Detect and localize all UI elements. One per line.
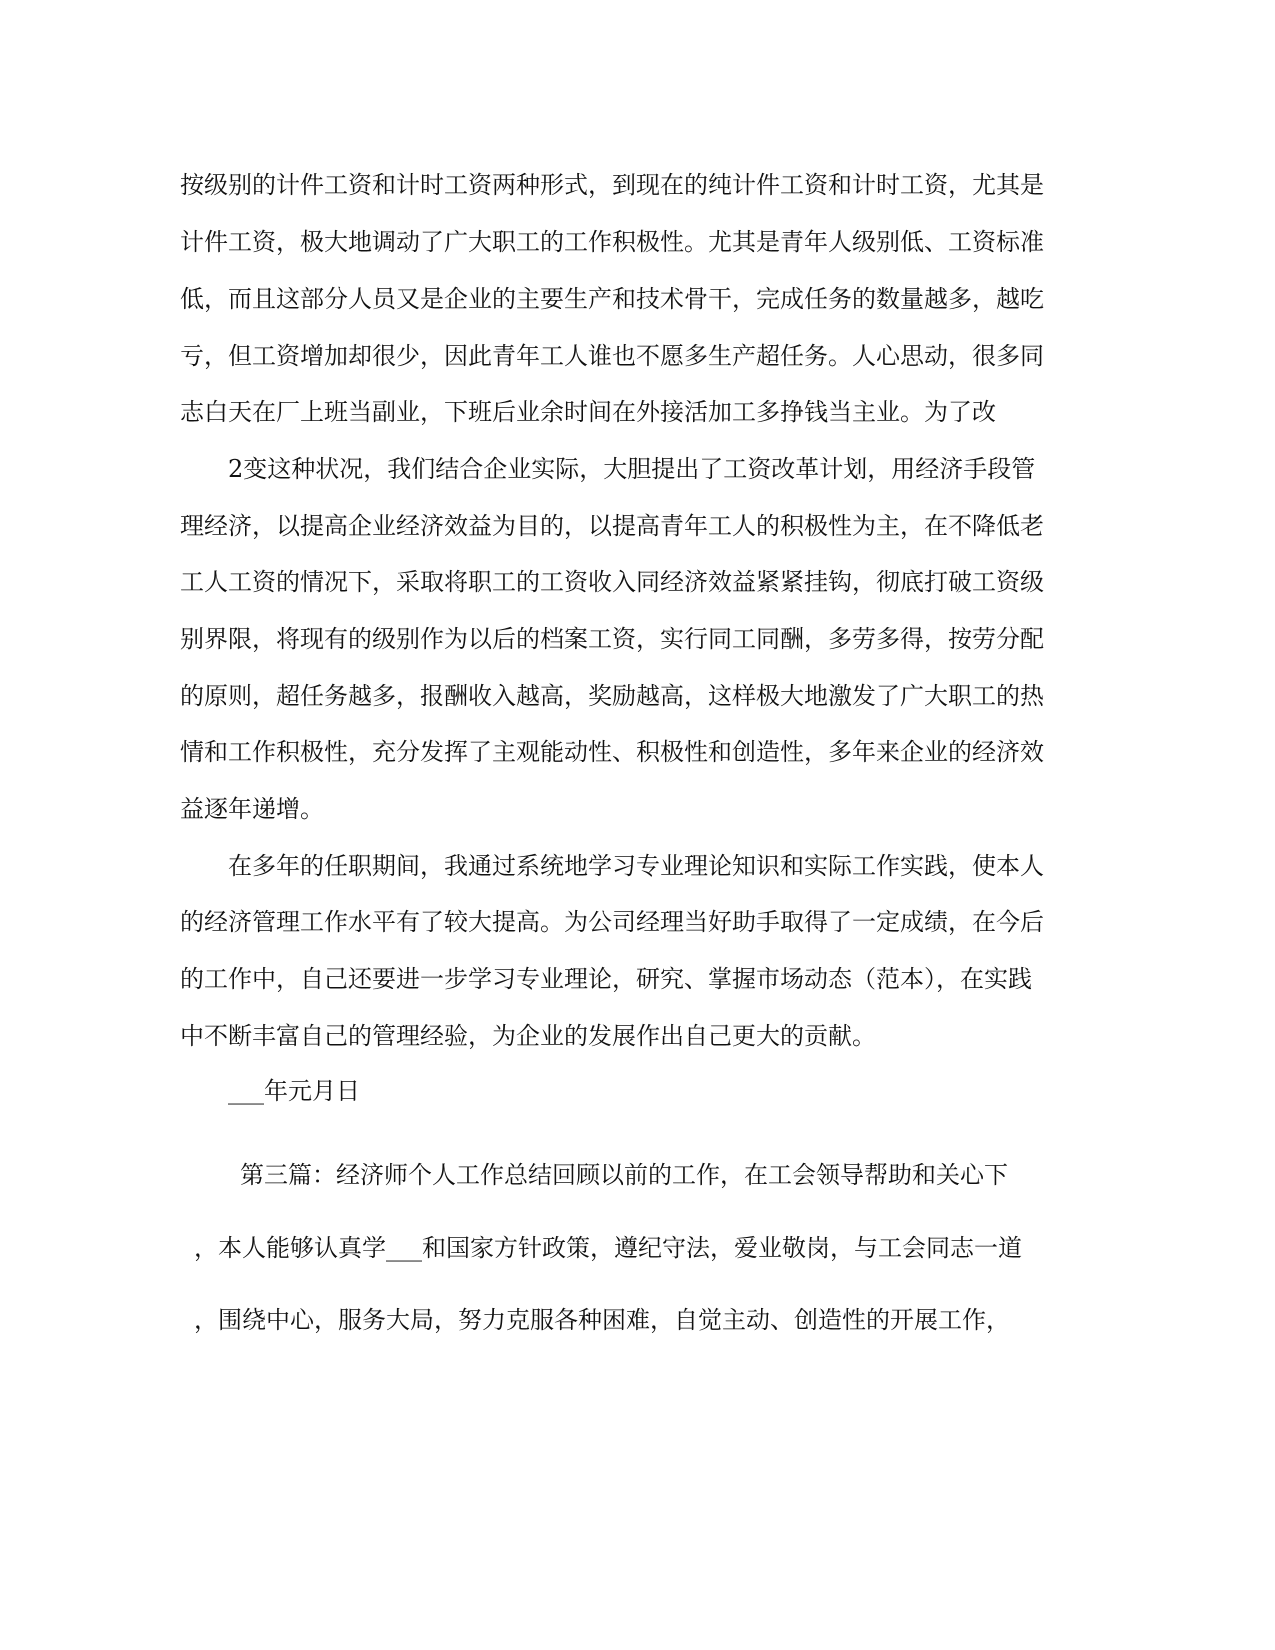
text-line-10: 的原则，超任务越多，报酬收入越高，奖励越高，这样极大地激发了广大职工的热: [180, 682, 1044, 710]
text-line-1: 按级别的计件工资和计时工资两种形式，到现在的纯计件工资和计时工资，尤其是: [180, 171, 1044, 199]
text-line-16: 中不断丰富自己的管理经验，为企业的发展作出自己更大的贡献。: [180, 1022, 876, 1050]
text-line-11: 情和工作积极性，充分发挥了主观能动性、积极性和创造性，多年来企业的经济效: [180, 738, 1044, 766]
text-line-12: 益逐年递增。: [180, 795, 324, 823]
text-line-8: 工人工资的情况下，采取将职工的工资收入同经济效益紧紧挂钩，彻底打破工资级: [180, 568, 1044, 596]
text-line-4: 亏，但工资增加却很少，因此青年工人谁也不愿多生产超任务。人心思动，很多同: [180, 342, 1044, 370]
text-line-7: 理经济，以提高企业经济效益为目的，以提高青年工人的积极性为主，在不降低老: [180, 512, 1044, 540]
text-line-14: 的经济管理工作水平有了较大提高。为公司经理当好助手取得了一定成绩，在今后: [180, 908, 1044, 936]
text-line-19: ，本人能够认真学___和国家方针政策，遵纪守法，爱业敬岗，与工会同志一道: [194, 1234, 1022, 1262]
text-line-3: 低，而且这部分人员又是企业的主要生产和技术骨干，完成任务的数量越多，越吃: [180, 285, 1044, 313]
text-line-15: 的工作中，自己还要进一步学习专业理论，研究、掌握市场动态（范本），在实践: [180, 965, 1032, 993]
text-line-20: ，围绕中心，服务大局，努力克服各种困难，自觉主动、创造性的开展工作，: [194, 1306, 1010, 1334]
text-line-13: 在多年的任职期间，我通过系统地学习专业理论知识和实际工作实践，使本人: [228, 852, 1044, 880]
date-line: ___年元月日: [228, 1077, 360, 1105]
section-heading-line: 第三篇：经济师个人工作总结回顾以前的工作，在工会领导帮助和关心下: [240, 1161, 1008, 1189]
text-line-5: 志白天在厂上班当副业，下班后业余时间在外接活加工多挣钱当主业。为了改: [180, 398, 996, 426]
text-line-2: 计件工资，极大地调动了广大职工的工作积极性。尤其是青年人级别低、工资标准: [180, 228, 1044, 256]
text-line-6: 2变这种状况，我们结合企业实际，大胆提出了工资改革计划，用经济手段管: [228, 455, 1036, 483]
text-line-9: 别界限，将现有的级别作为以后的档案工资，实行同工同酬，多劳多得，按劳分配: [180, 625, 1044, 653]
